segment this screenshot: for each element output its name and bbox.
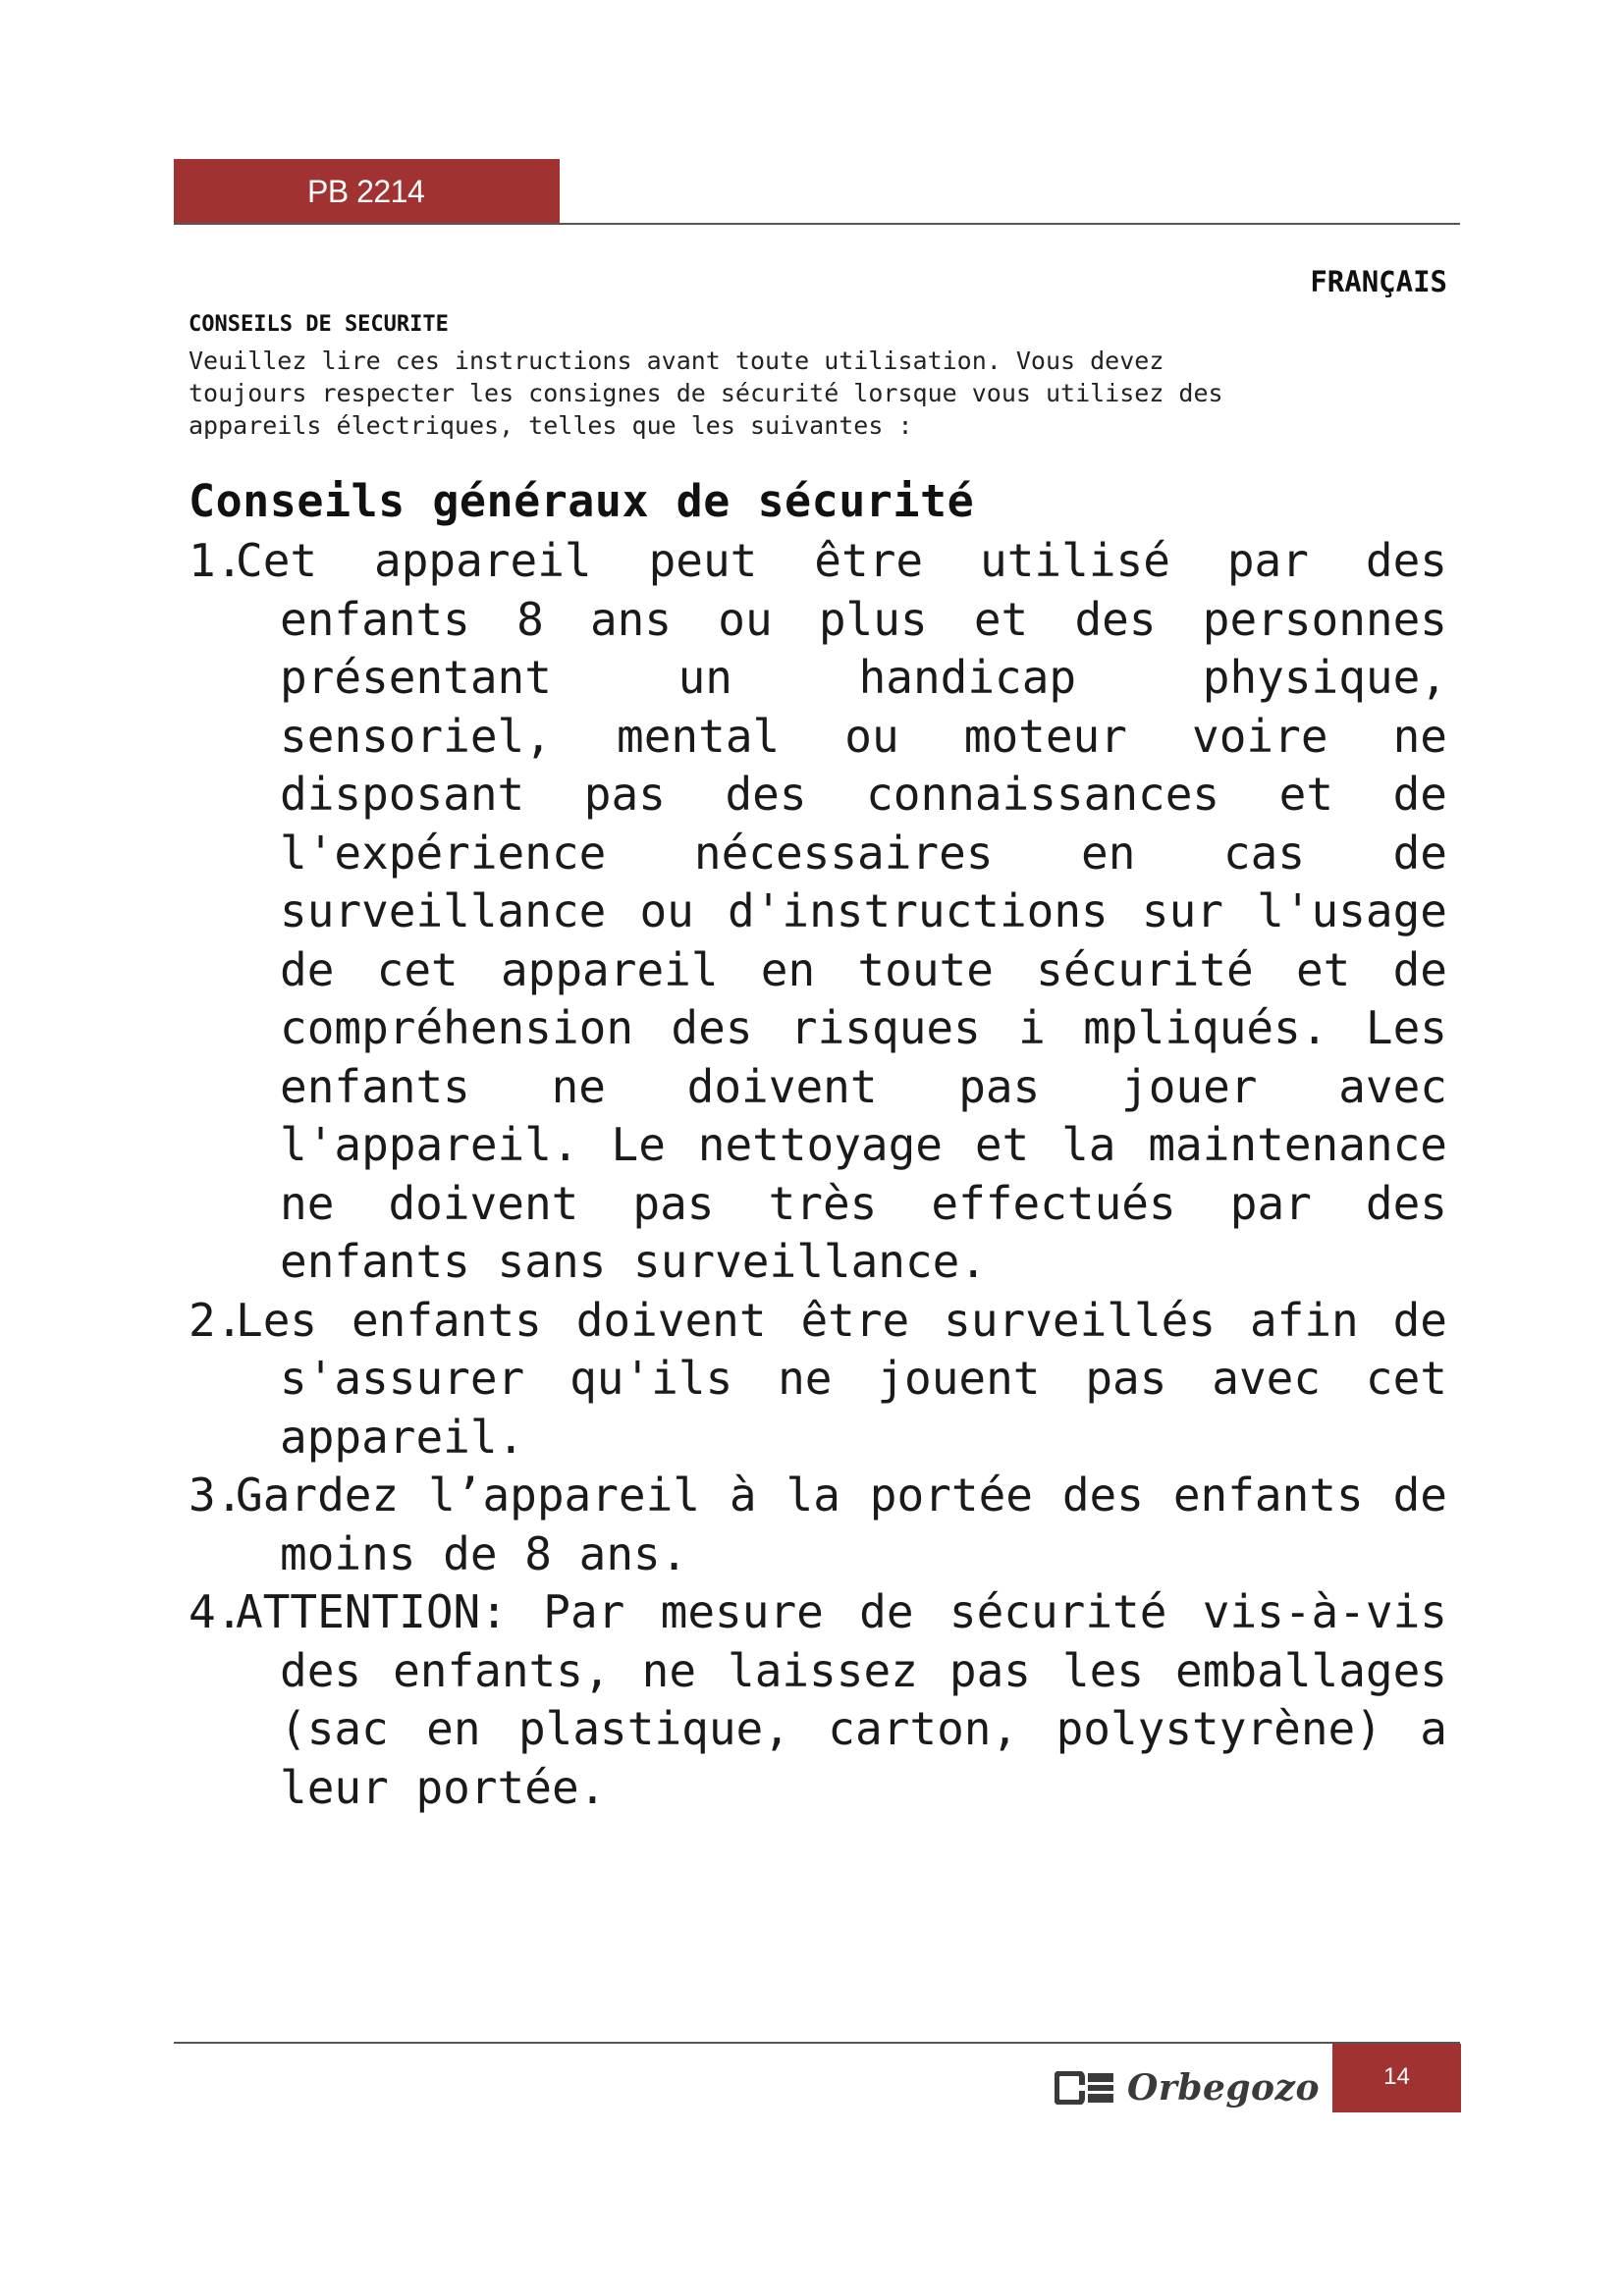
intro-line: Veuillez lire ces instructions avant toute utilisation. Vous devez [189, 347, 1164, 375]
language-title: FRANÇAIS [1310, 265, 1447, 298]
item-text: Gardez l’appareil à la portée des enfants de moins de 8 ans. [236, 1468, 1447, 1580]
list-item [189, 1292, 1447, 1468]
safety-rules-list [189, 532, 1447, 1817]
page-number: 14 [1383, 2063, 1410, 2090]
item-number: 2. [189, 1293, 244, 1347]
item-text: Les enfants doivent être surveillés afin de s'assurer qu'ils ne jouent pas avec cet appareil. [236, 1293, 1447, 1464]
item-number: 1. [189, 534, 244, 587]
footer-rule [174, 2042, 1460, 2044]
header-rule [174, 223, 1460, 225]
item-number: 3. [189, 1468, 244, 1522]
item-text: ATTENTION: Par mesure de sécurité vis-à-vis des enfants, ne laissez pas les emballages (sac en plastique, carton, polystyrène) a leur portée. [236, 1585, 1447, 1814]
intro-line: appareils électriques, telles que les suivantes : [189, 411, 913, 440]
list-item [189, 1583, 1447, 1817]
brand-name: Orbegozo [1126, 2067, 1320, 2109]
section-heading: Conseils généraux de sécurité [189, 475, 975, 527]
brand-logo [1055, 2058, 1320, 2117]
item-number: 4. [189, 1585, 244, 1638]
safety-title: CONSEILS DE SECURITE [189, 312, 449, 337]
intro-line: toujours respecter les consignes de sécurité lorsque vous utilisez des [189, 379, 1223, 407]
list-item [189, 532, 1447, 1292]
page-number-tab [1332, 2044, 1461, 2112]
brand-mark-icon [1055, 2071, 1115, 2105]
list-item [189, 1467, 1447, 1583]
model-tab [174, 159, 560, 224]
item-text: Cet appareil peut être utilisé par des enfants 8 ans ou plus et des personnes présentant un handicap physique, sensoriel, mental ou moteur voire ne disposant pas des connaissances et de l'expérience nécessaires en cas de surveillance ou d'instructions sur l'usage de cet appareil en toute sécurité et de compréhension des risques i mpliqués. Les enfants ne doivent pas jouer avec l'appareil. Le nettoyage et la maintenance ne doivent pas très effectués par des enfants sans surveillance. [236, 534, 1447, 1288]
intro-paragraph [189, 345, 1465, 442]
model-label: PB 2214 [307, 173, 425, 209]
